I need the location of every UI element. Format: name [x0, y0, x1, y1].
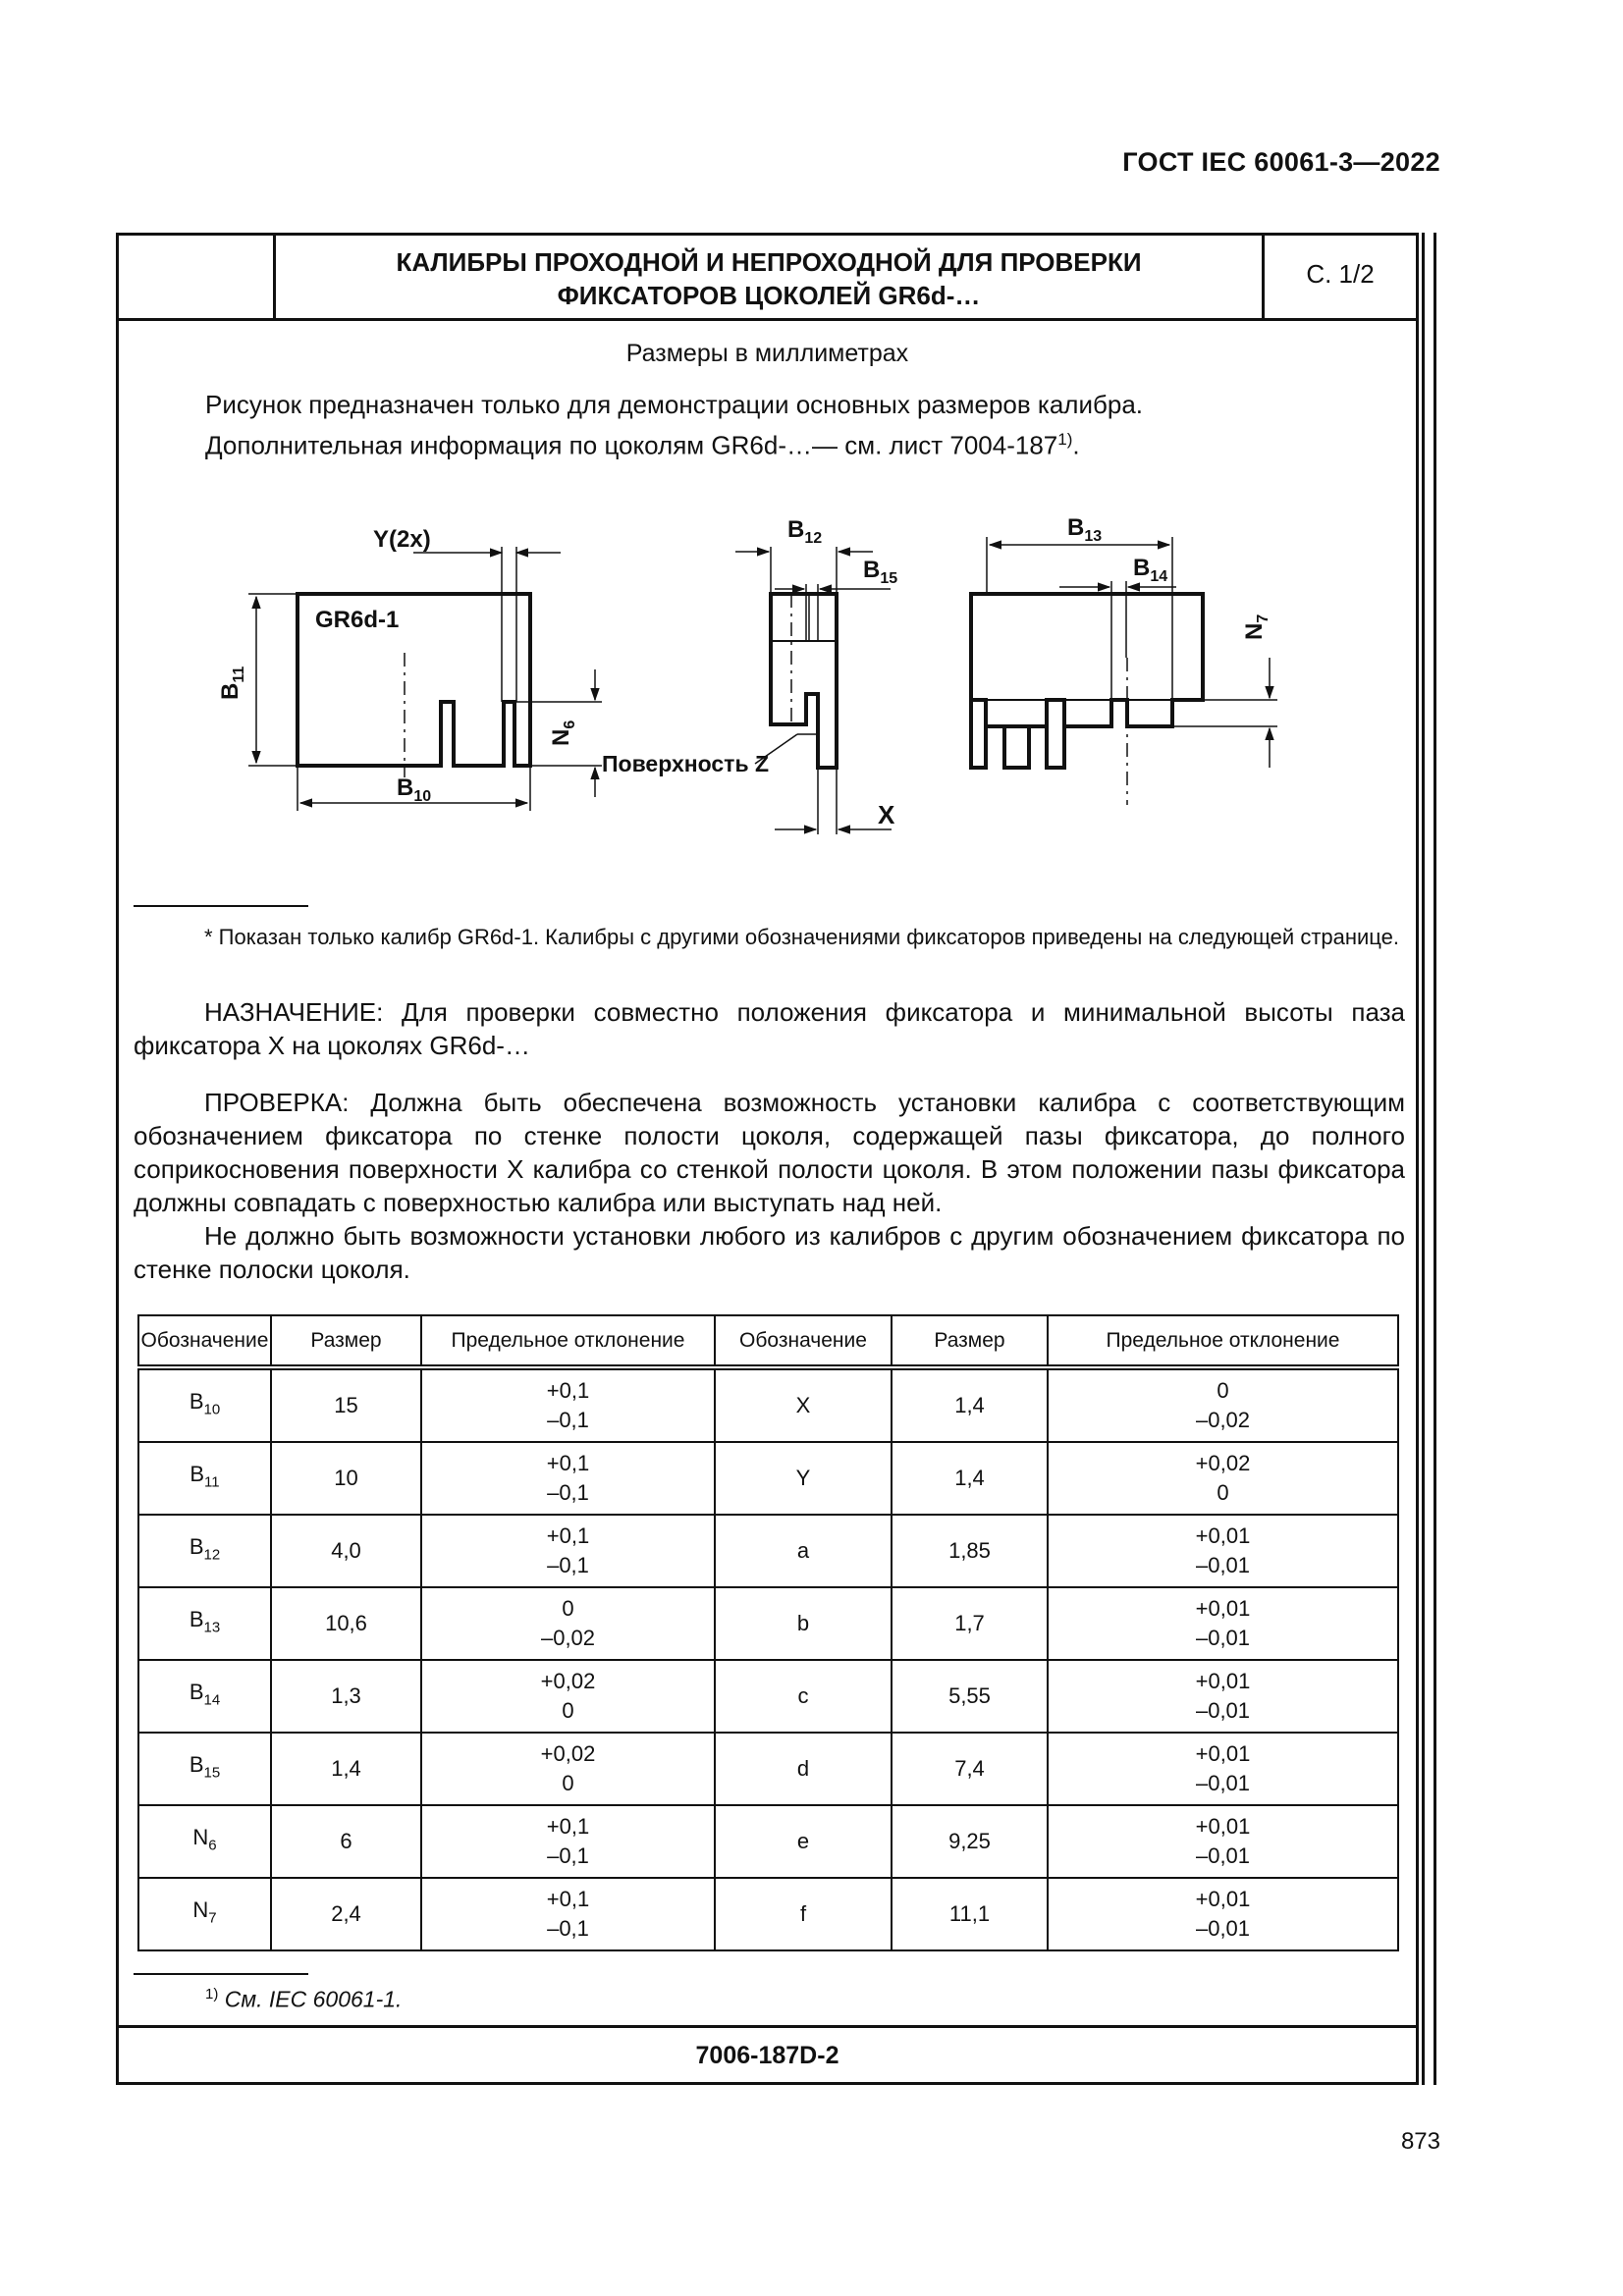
sheet-title: [276, 245, 1262, 312]
footnote-rule: [134, 1973, 308, 1975]
b11-label: [217, 667, 247, 700]
tolerance-cell: [421, 1733, 715, 1805]
footnote-reference-text: См. IEC 60061-1.: [224, 1986, 403, 2012]
b11-letter: B: [217, 682, 243, 700]
table-header: Размер: [271, 1315, 421, 1367]
footnote-mark: 1): [205, 1986, 219, 2002]
designation-cell: e: [715, 1805, 892, 1878]
tolerance-upper: +0,1: [546, 1887, 590, 1911]
designation-letter: B: [189, 1388, 204, 1414]
tolerance-lower: –0,1: [547, 1480, 589, 1505]
size-cell: 1,4: [271, 1733, 421, 1805]
designation-letter: B: [189, 1533, 204, 1559]
page-number: 873: [1400, 2128, 1440, 2155]
b12-label: [787, 516, 822, 547]
surface-z-label: Поверхность Z: [602, 751, 770, 776]
size-cell: 1,85: [892, 1515, 1048, 1587]
table-row: [138, 1367, 1398, 1442]
tolerance-upper: +0,01: [1195, 1596, 1251, 1621]
designation-cell: [138, 1442, 271, 1515]
b14-sub: 14: [1150, 568, 1168, 585]
table-row: [138, 1733, 1398, 1805]
n6-sub: 6: [562, 720, 578, 729]
tolerance-cell: [421, 1442, 715, 1515]
gauge-label: GR6d-1: [315, 607, 400, 633]
tolerance-cell: [1048, 1733, 1398, 1805]
b12-sub: 12: [804, 530, 823, 547]
size-cell: 1,4: [892, 1367, 1048, 1442]
tolerance-cell: [421, 1878, 715, 1950]
front-view: [248, 547, 602, 811]
designation-sub: 6: [208, 1837, 217, 1854]
tolerance-lower: –0,1: [547, 1408, 589, 1432]
b14-letter: B: [1133, 555, 1151, 581]
designation-cell: [138, 1515, 271, 1587]
b15-letter: B: [863, 557, 881, 583]
table-header: Обозначение: [715, 1315, 892, 1367]
table-row: [138, 1878, 1398, 1950]
size-cell: 5,55: [892, 1660, 1048, 1733]
b15-sub: 15: [880, 570, 898, 587]
footer-rule: [119, 2025, 1416, 2028]
tolerance-cell: [421, 1587, 715, 1660]
tolerance-upper: +0,02: [540, 1741, 596, 1766]
tolerance-lower: –0,01: [1195, 1771, 1251, 1795]
table-header: Размер: [892, 1315, 1048, 1367]
tolerance-cell: [421, 1660, 715, 1733]
table-row: [138, 1587, 1398, 1660]
size-cell: 7,4: [892, 1733, 1048, 1805]
intro-line-text: Дополнительная информация по цоколям GR6d-…— см. лист 7004-187: [205, 430, 1058, 460]
tolerance-upper: +0,01: [1195, 1523, 1251, 1548]
size-cell: 10: [271, 1442, 421, 1515]
sheet-page: С. 1/2: [1306, 259, 1375, 289]
table-row: [138, 1515, 1398, 1587]
b10-letter: B: [397, 774, 414, 801]
size-cell: 4,0: [271, 1515, 421, 1587]
size-cell: 15: [271, 1367, 421, 1442]
sheet-title-line: КАЛИБРЫ ПРОХОДНОЙ И НЕПРОХОДНОЙ ДЛЯ ПРОВЕРКИ: [396, 247, 1142, 277]
designation-sub: 12: [203, 1546, 221, 1564]
table-header: Предельное отклонение: [1048, 1315, 1398, 1367]
standard-number: ГОСТ IEC 60061-3—2022: [1122, 147, 1440, 177]
b14-label: [1133, 555, 1167, 585]
tolerance-cell: [1048, 1805, 1398, 1878]
tolerance-lower: –0,01: [1195, 1553, 1251, 1577]
designation-sub: 11: [204, 1473, 220, 1491]
sheet-code: 7006-187D-2: [695, 2042, 839, 2069]
tolerance-lower: –0,01: [1195, 1626, 1251, 1650]
tolerance-lower: –0,01: [1195, 1916, 1251, 1941]
intro-line: [205, 422, 1383, 463]
tolerance-lower: 0: [562, 1771, 574, 1795]
tolerance-lower: –0,02: [540, 1626, 596, 1650]
b11-sub: 11: [231, 666, 247, 683]
designation-letter: N: [192, 1824, 209, 1849]
tolerance-upper: +0,01: [1195, 1814, 1251, 1839]
designation-letter: B: [189, 1751, 204, 1777]
tolerance-lower: –0,01: [1195, 1843, 1251, 1868]
tolerance-upper: +0,1: [546, 1378, 590, 1403]
tolerance-lower: –0,1: [547, 1916, 589, 1941]
designation-cell: [138, 1587, 271, 1660]
designation-letter: B: [189, 1679, 204, 1704]
intro-text: [205, 388, 1383, 463]
designation-sub: 10: [203, 1401, 221, 1418]
size-cell: 11,1: [892, 1878, 1048, 1950]
tolerance-lower: –0,01: [1195, 1698, 1251, 1723]
size-cell: 9,25: [892, 1805, 1048, 1878]
dimensions-note: Размеры в миллиметрах: [625, 340, 909, 367]
purpose-paragraph: НАЗНАЧЕНИЕ: Для проверки совместно положения фиксатора и минимальной высоты паза фиксатора X на цоколях GR6d-…: [134, 997, 1405, 1060]
designation-cell: b: [715, 1587, 892, 1660]
tolerance-cell: [1048, 1515, 1398, 1587]
designation-cell: [138, 1367, 271, 1442]
tolerance-lower: 0: [562, 1698, 574, 1723]
table-row: [138, 1660, 1398, 1733]
tolerance-upper: +0,02: [1195, 1451, 1251, 1475]
tolerance-lower: –0,1: [547, 1553, 589, 1577]
designation-sub: 13: [203, 1619, 221, 1636]
tolerance-cell: [1048, 1878, 1398, 1950]
designation-cell: a: [715, 1515, 892, 1587]
tolerance-upper: +0,01: [1195, 1887, 1251, 1911]
designation-letter: N: [192, 1896, 209, 1922]
tolerance-upper: 0: [1217, 1378, 1229, 1403]
gauge-rear-outline: [971, 594, 1203, 726]
frame-rail: [1422, 233, 1425, 2085]
check-paragraph: ПРОВЕРКА: Должна быть обеспечена возможность установки калибра с соответствующим обозначением фиксатора по стенке полости цоколя, содержащей пазы фиксатора, до полного соприкосновения поверхности X калибра со стенкой полости цоколя. В этом положении пазы фиксатора должны совпадать с поверхностью калибра или выступать над ней.: [134, 1088, 1405, 1217]
designation-letter: B: [189, 1606, 204, 1631]
sheet-frame: [116, 233, 1419, 2085]
tolerance-cell: [1048, 1367, 1398, 1442]
side-view: [735, 547, 892, 834]
sheet-title-line: ФИКСАТОРОВ ЦОКОЛЕЙ GR6d-…: [557, 281, 981, 310]
b13-sub: 13: [1084, 528, 1103, 545]
tolerance-cell: [421, 1367, 715, 1442]
designation-cell: X: [715, 1367, 892, 1442]
gauge-rear-legs: [971, 700, 1064, 768]
designation-cell: c: [715, 1660, 892, 1733]
designation-letter: B: [189, 1461, 205, 1486]
table-row: [138, 1442, 1398, 1515]
n6-label: [548, 721, 578, 746]
tolerance-cell: [1048, 1587, 1398, 1660]
tolerance-cell: [421, 1805, 715, 1878]
designation-cell: [138, 1805, 271, 1878]
size-cell: 1,7: [892, 1587, 1048, 1660]
footnote-rule: [134, 905, 308, 907]
tolerance-cell: [1048, 1660, 1398, 1733]
designation-sub: 15: [203, 1764, 221, 1782]
designation-cell: [138, 1878, 271, 1950]
y-label: Y(2x): [373, 526, 431, 553]
tolerance-upper: +0,1: [546, 1523, 590, 1548]
footnote-reference: [205, 1986, 402, 2013]
b10-label: [397, 774, 431, 805]
tolerance-lower: –0,02: [1195, 1408, 1251, 1432]
dimensions-table: [137, 1314, 1399, 1951]
tolerance-upper: +0,02: [540, 1669, 596, 1693]
b12-letter: B: [787, 516, 805, 543]
b15-label: [863, 557, 897, 587]
rear-view: [971, 537, 1277, 805]
size-cell: 2,4: [271, 1878, 421, 1950]
tolerance-lower: –0,1: [547, 1843, 589, 1868]
designation-cell: [138, 1733, 271, 1805]
designation-cell: f: [715, 1878, 892, 1950]
tolerance-lower: 0: [1217, 1480, 1229, 1505]
tolerance-upper: +0,1: [546, 1814, 590, 1839]
b13-label: [1067, 514, 1102, 545]
tolerance-upper: +0,1: [546, 1451, 590, 1475]
intro-line: Рисунок предназначен только для демонстрации основных размеров калибра.: [205, 390, 1144, 419]
designation-sub: 7: [208, 1909, 217, 1927]
designation-cell: d: [715, 1733, 892, 1805]
n6-letter: N: [548, 728, 574, 746]
designation-sub: 14: [203, 1691, 221, 1709]
gauge-drawing: [119, 510, 1416, 903]
tolerance-upper: 0: [562, 1596, 574, 1621]
n7-letter: N: [1241, 622, 1268, 640]
designation-cell: Y: [715, 1442, 892, 1515]
b10-sub: 10: [413, 788, 432, 805]
tolerance-cell: [421, 1515, 715, 1587]
tolerance-upper: +0,01: [1195, 1741, 1251, 1766]
x-label: X: [878, 800, 895, 829]
designation-cell: [138, 1660, 271, 1733]
tolerance-cell: [1048, 1442, 1398, 1515]
n7-label: [1241, 614, 1271, 640]
n7-sub: 7: [1255, 614, 1271, 623]
size-cell: 1,3: [271, 1660, 421, 1733]
sheet-header: [119, 236, 1416, 321]
table-row: [138, 1805, 1398, 1878]
footnote-star: * Показан только калибр GR6d-1. Калибры с другими обозначениями фиксаторов приведены на следующей странице.: [204, 925, 1400, 949]
table-header-row: [138, 1315, 1398, 1367]
table-header: Обозначение: [138, 1315, 271, 1367]
b13-letter: B: [1067, 514, 1085, 541]
footnote-mark: 1): [1057, 430, 1073, 449]
size-cell: 1,4: [892, 1442, 1048, 1515]
gauge-side-outline: [771, 594, 837, 768]
size-cell: 6: [271, 1805, 421, 1878]
intro-line-end: .: [1072, 430, 1080, 460]
size-cell: 10,6: [271, 1587, 421, 1660]
frame-rail: [1434, 233, 1436, 2085]
table-header: Предельное отклонение: [421, 1315, 715, 1367]
tolerance-upper: +0,01: [1195, 1669, 1251, 1693]
check-paragraph-2: Не должно быть возможности установки любого из калибров с другим обозначением фиксатора по стенке полоски цоколя.: [134, 1221, 1405, 1284]
